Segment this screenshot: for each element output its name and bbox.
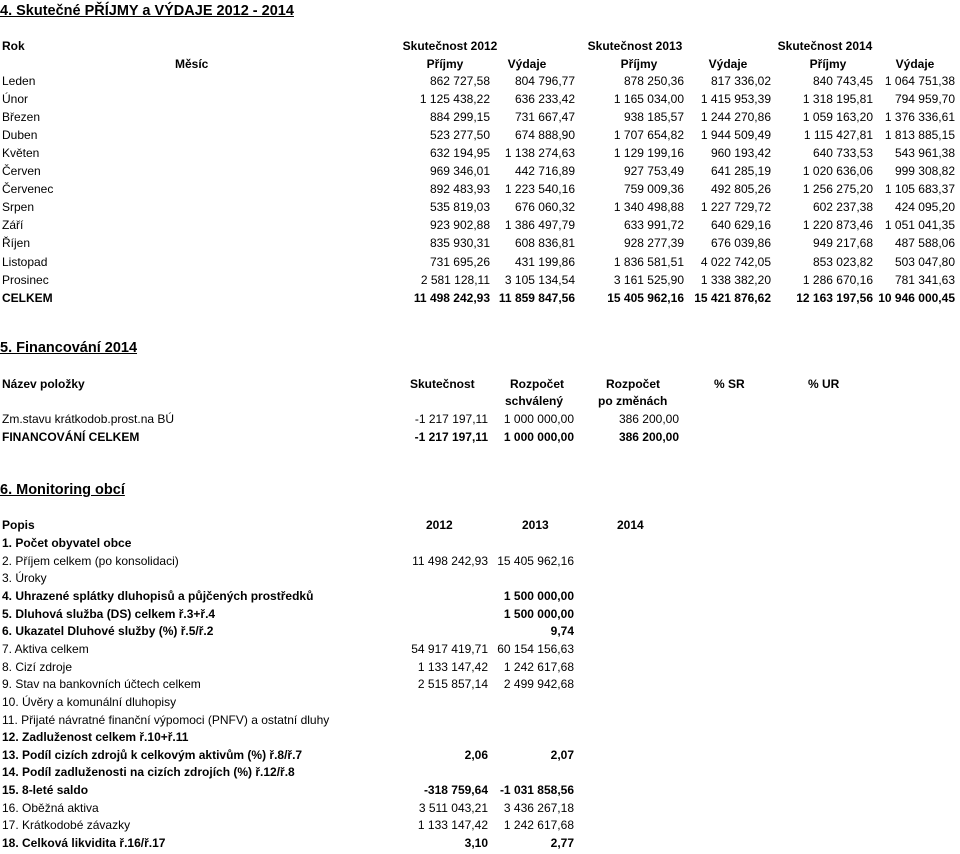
cell-value: 1 256 275,20 — [802, 182, 873, 197]
list-item — [0, 570, 960, 587]
item-name: 2. Příjem celkem (po konsolidaci) — [2, 553, 179, 568]
month-label: Srpen — [2, 200, 35, 215]
item-name: FINANCOVÁNÍ CELKEM — [2, 430, 140, 444]
item-name: Zm.stavu krátkodob.prost.na BÚ — [2, 412, 175, 426]
col-header: Výdaje — [895, 57, 935, 71]
cell-value: 3 105 134,54 — [504, 272, 575, 287]
cell-value: 1 500 000,00 — [503, 588, 574, 603]
cell-value: 2 515 857,14 — [417, 677, 488, 692]
item-name: 17. Krátkodobé závazky — [2, 818, 131, 833]
col-header-popis: Popis — [2, 518, 35, 532]
col-header-sr: % SR — [714, 377, 745, 391]
cell-value: 853 023,82 — [812, 254, 873, 269]
col-header-2012: 2012 — [426, 518, 453, 532]
cell-value: 60 154 156,63 — [497, 641, 574, 656]
cell-value: 431 199,86 — [514, 254, 575, 269]
list-item — [0, 800, 960, 817]
cell-value: 862 727,58 — [429, 74, 490, 88]
cell-value: 1 165 034,00 — [613, 92, 684, 107]
month-label: Červenec — [2, 182, 54, 197]
cell-value: 1 836 581,51 — [613, 254, 684, 269]
col-header: Výdaje — [708, 57, 748, 71]
list-item — [0, 535, 960, 552]
month-label: Září — [2, 218, 24, 233]
cell-value: 1 105 683,37 — [884, 182, 955, 197]
cell-value: 632 194,95 — [429, 146, 490, 161]
cell-value: 641 285,19 — [710, 164, 771, 179]
cell-value: 1 220 873,46 — [802, 218, 873, 233]
item-name: 15. 8-leté saldo — [2, 783, 89, 798]
table-row — [0, 254, 960, 271]
cell-value: 1 133 147,42 — [417, 818, 488, 833]
cell-value: 15 421 876,62 — [694, 290, 771, 305]
year-header-2012: Skutečnost 2012 — [402, 39, 498, 53]
cell-value: 11 498 242,93 — [413, 290, 490, 305]
cell-value: 923 902,88 — [429, 218, 490, 233]
cell-value: 1 115 427,81 — [803, 128, 873, 143]
cell-value: 1 125 438,22 — [419, 92, 490, 107]
month-label: Říjen — [2, 236, 31, 251]
cell-value: 386 200,00 — [618, 430, 679, 444]
total-row — [0, 429, 960, 446]
col-header: Příjmy — [620, 57, 658, 71]
item-name: 10. Úvěry a komunální dluhopisy — [2, 694, 177, 709]
cell-value: 608 836,81 — [514, 236, 575, 251]
cell-value: 535 819,03 — [429, 200, 490, 215]
table-row — [0, 272, 960, 289]
item-name: 9. Stav na bankovních účtech celkem — [2, 677, 201, 692]
header-row-2 — [0, 393, 960, 410]
cell-value: 804 796,77 — [514, 74, 575, 88]
list-item — [0, 606, 960, 623]
cell-value: 927 753,49 — [623, 164, 684, 179]
cell-value: 2,07 — [550, 747, 574, 762]
cell-value: -1 031 858,56 — [499, 783, 574, 798]
col-header: Příjmy — [809, 57, 847, 71]
cell-value: 9,74 — [550, 624, 574, 639]
table-row — [0, 235, 960, 252]
month-label: Červen — [2, 164, 41, 179]
year-header-2013: Skutečnost 2013 — [587, 39, 683, 53]
cell-value: 1 242 617,68 — [503, 659, 574, 674]
item-name: 12. Zadluženost celkem ř.10+ř.11 — [2, 730, 189, 745]
cell-value: 960 193,42 — [710, 146, 771, 161]
cell-value: 2,77 — [550, 836, 574, 851]
cell-value: 759 009,36 — [623, 182, 684, 197]
cell-value: -1 217 197,11 — [414, 430, 488, 444]
cell-value: 54 917 419,71 — [411, 641, 488, 656]
cell-value: 640 629,16 — [710, 218, 771, 233]
cell-value: 781 341,63 — [894, 272, 955, 287]
cell-value: 1 000 000,00 — [503, 412, 574, 426]
header-row — [0, 517, 960, 534]
cell-value: 633 991,72 — [623, 218, 684, 233]
cell-value: 1 500 000,00 — [503, 606, 574, 621]
month-label: Květen — [2, 146, 40, 161]
item-name: 16. Oběžná aktiva — [2, 800, 99, 815]
list-item — [0, 747, 960, 764]
cell-value: 12 163 197,56 — [796, 290, 873, 305]
cell-value: 676 039,86 — [710, 236, 771, 251]
cell-value: 424 095,20 — [894, 200, 955, 215]
cell-value: 884 299,15 — [429, 110, 490, 125]
cell-value: 892 483,93 — [429, 182, 490, 197]
list-item — [0, 764, 960, 781]
section-title: 4. Skutečné PŘÍJMY a VÝDAJE 2012 - 2014 — [0, 3, 294, 19]
cell-value: 543 961,38 — [894, 146, 955, 161]
item-name: 1. Počet obyvatel obce — [2, 536, 132, 550]
cell-value: 15 405 962,16 — [607, 290, 684, 305]
cell-value: 640 733,53 — [812, 146, 873, 161]
month-label: CELKEM — [2, 290, 53, 305]
cell-value: 1 138 274,63 — [504, 146, 575, 161]
cell-value: 1 000 000,00 — [503, 430, 574, 444]
cell-value: 3 511 043,21 — [418, 800, 488, 815]
cell-value: 1 376 336,61 — [884, 110, 955, 125]
cell-value: 3,10 — [464, 836, 488, 851]
cell-value: 949 217,68 — [812, 236, 873, 251]
list-item — [0, 641, 960, 658]
col-header: Příjmy — [426, 57, 464, 71]
cell-value: 1 244 270,86 — [700, 110, 771, 125]
cell-value: 674 888,90 — [514, 128, 575, 143]
list-item — [0, 817, 960, 834]
list-item — [0, 588, 960, 605]
cell-value: 1 242 617,68 — [503, 818, 574, 833]
item-name: 18. Celková likvidita ř.16/ř.17 — [2, 836, 166, 851]
header-row — [0, 376, 960, 393]
cell-value: 636 233,42 — [514, 92, 575, 107]
cell-value: 3 436 267,18 — [503, 800, 574, 815]
cell-value: -1 217 197,11 — [414, 412, 488, 426]
cell-value: 1 129 199,16 — [613, 146, 684, 161]
cell-value: 969 346,01 — [429, 164, 490, 179]
cell-value: 503 047,80 — [894, 254, 955, 269]
cell-value: -318 759,64 — [423, 783, 488, 798]
table-row — [0, 163, 960, 180]
cell-value: 840 743,45 — [812, 74, 873, 88]
list-item — [0, 553, 960, 570]
cell-value: 731 667,47 — [514, 110, 575, 125]
cell-value: 731 695,26 — [429, 254, 490, 269]
cell-value: 523 277,50 — [429, 128, 490, 143]
col-subheader: po změnách — [598, 394, 668, 408]
cell-value: 1 064 751,38 — [884, 74, 955, 88]
cell-value: 3 161 525,90 — [613, 272, 684, 287]
item-name: 13. Podíl cizích zdrojů k celkovým aktivům (%) ř.8/ř.7 — [2, 747, 303, 762]
cell-value: 11 859 847,56 — [498, 290, 575, 305]
cell-value: 794 959,70 — [894, 92, 955, 107]
cell-value: 442 716,89 — [514, 164, 575, 179]
section-title: 6. Monitoring obcí — [0, 482, 125, 498]
cell-value: 676 060,32 — [514, 200, 575, 215]
item-name: 6. Ukazatel Dluhové služby (%) ř.5/ř.2 — [2, 624, 214, 639]
cell-value: 835 930,31 — [429, 236, 490, 251]
list-item — [0, 659, 960, 676]
cell-value: 2 499 942,68 — [503, 677, 574, 692]
cell-value: 1 338 382,20 — [700, 272, 771, 287]
cell-value: 10 946 000,45 — [878, 290, 955, 305]
col-subheader: schválený — [505, 394, 564, 408]
col-header-name: Název položky — [2, 377, 85, 391]
header-row-years — [0, 38, 960, 55]
table-row — [0, 199, 960, 216]
section-title: 5. Financování 2014 — [0, 340, 138, 356]
table-row — [0, 217, 960, 234]
cell-value: 1 944 509,49 — [700, 128, 771, 143]
col-header-2014: 2014 — [617, 518, 644, 532]
cell-value: 1 340 498,88 — [613, 200, 684, 215]
item-name: 5. Dluhová služba (DS) celkem ř.3+ř.4 — [2, 606, 216, 621]
table-row — [0, 145, 960, 162]
col-header-2013: 2013 — [522, 518, 549, 532]
item-name: 4. Uhrazené splátky dluhopisů a půjčených prostředků — [2, 588, 314, 603]
total-row — [0, 290, 960, 307]
cell-value: 1 223 540,16 — [504, 182, 575, 197]
table-row — [0, 181, 960, 198]
cell-value: 1 020 636,06 — [802, 164, 873, 179]
cell-value: 2 581 128,11 — [420, 272, 490, 287]
cell-value: 1 286 670,16 — [802, 272, 873, 287]
cell-value: 487 588,06 — [894, 236, 955, 251]
item-name: 11. Přijaté návratné finanční výpomoci (PNFV) a ostatní dluhy — [2, 712, 330, 727]
cell-value: 11 498 242,93 — [412, 553, 488, 568]
list-item — [0, 676, 960, 693]
cell-value: 938 185,57 — [623, 110, 684, 125]
cell-value: 1 227 729,72 — [700, 200, 771, 215]
cell-value: 4 022 742,05 — [700, 254, 771, 269]
table-row — [0, 91, 960, 108]
col-header: Výdaje — [507, 57, 547, 71]
header-row-columns — [0, 56, 960, 73]
cell-value: 928 277,39 — [623, 236, 684, 251]
list-item — [0, 712, 960, 729]
item-name: 14. Podíl zadluženosti na cizích zdrojích (%) ř.12/ř.8 — [2, 765, 295, 780]
cell-value: 602 237,38 — [812, 200, 873, 215]
item-name: 7. Aktiva celkem — [2, 641, 89, 656]
cell-value: 1 415 953,39 — [700, 92, 771, 107]
table-row — [0, 127, 960, 144]
table-row — [0, 73, 960, 90]
year-header-2014: Skutečnost 2014 — [777, 39, 873, 53]
cell-value: 878 250,36 — [623, 74, 684, 88]
rok-label: Rok — [2, 39, 25, 53]
cell-value: 15 405 962,16 — [497, 553, 574, 568]
list-item — [0, 835, 960, 852]
cell-value: 817 336,02 — [710, 74, 771, 88]
cell-value: 999 308,82 — [894, 164, 955, 179]
table-row — [0, 109, 960, 126]
cell-value: 492 805,26 — [710, 182, 771, 197]
cell-value: 1 133 147,42 — [417, 659, 488, 674]
cell-value: 1 318 195,81 — [802, 92, 873, 107]
cell-value: 1 707 654,82 — [613, 128, 684, 143]
col-header-budget: Rozpočet — [510, 377, 564, 391]
cell-value: 2,06 — [464, 747, 488, 762]
list-item — [0, 729, 960, 746]
cell-value: 1 813 885,15 — [884, 128, 955, 143]
item-name: 3. Úroky — [2, 571, 47, 586]
month-label: Duben — [2, 128, 38, 143]
col-header-budget-changed: Rozpočet — [606, 377, 660, 391]
month-label: Březen — [2, 110, 41, 125]
list-item — [0, 623, 960, 640]
month-label: Prosinec — [2, 272, 49, 287]
month-label: Leden — [2, 74, 36, 88]
table-row — [0, 411, 960, 428]
cell-value: 386 200,00 — [618, 412, 679, 426]
month-label: Únor — [2, 92, 29, 107]
mesic-label: Měsíc — [175, 57, 209, 71]
cell-value: 1 051 041,35 — [884, 218, 955, 233]
cell-value: 1 059 163,20 — [802, 110, 873, 125]
cell-value: 1 386 497,79 — [504, 218, 575, 233]
list-item — [0, 694, 960, 711]
list-item — [0, 782, 960, 799]
month-label: Listopad — [2, 254, 48, 269]
item-name: 8. Cizí zdroje — [2, 659, 73, 674]
col-header-ur: % UR — [808, 377, 840, 391]
col-header-actual: Skutečnost — [410, 377, 475, 391]
